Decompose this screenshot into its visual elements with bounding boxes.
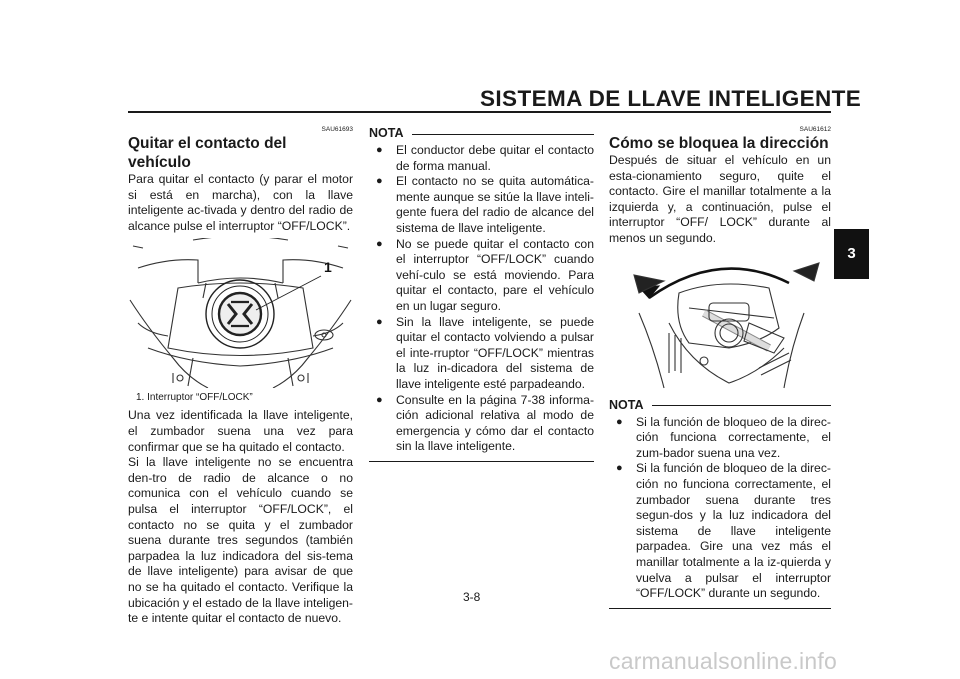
list-item: ● El conductor debe quitar el contacto de forma manual. <box>376 143 594 173</box>
page-header-title: SISTEMA DE LLAVE INTELIGENTE <box>480 86 862 111</box>
nota-label: NOTA <box>609 397 644 412</box>
nota-label: NOTA <box>369 126 404 140</box>
right-column <box>609 125 831 609</box>
nota-end-rule <box>369 461 594 462</box>
middle-column <box>369 125 594 462</box>
nota-heading <box>609 397 831 413</box>
nota-list <box>369 143 594 455</box>
bullet-icon: ● <box>376 175 383 188</box>
nota-rule <box>652 405 832 406</box>
bullet-icon: ● <box>376 393 383 406</box>
ignition-switch-illustration <box>128 238 353 388</box>
bullet-icon: ● <box>376 237 383 250</box>
header-rule <box>128 111 831 113</box>
section-title: Cómo se bloquea la dirección <box>609 135 829 152</box>
watermark-link[interactable]: carmanualsonline.info <box>609 648 837 674</box>
list-item: ● Consulte en la página 7-38 informa-ción adicional relativa al modo de emergencia y cómo dar el contacto sin la llave inteligente. <box>376 392 594 454</box>
bullet-icon: ● <box>376 144 383 156</box>
figure-callout: 1 <box>324 259 332 276</box>
body-paragraph-1: Una vez identificada la llave inteligente, el zumbador suena una vez para confirmar que se ha quitado el contacto. <box>128 408 353 454</box>
figure-caption: 1. Interruptor “OFF/LOCK” <box>136 392 253 404</box>
figure-steering-lock <box>609 253 831 393</box>
body-paragraph-2: Si la llave inteligente no se encuentra den-tro de radio de alcance o no comunica con el vehículo cuando se pulsa el interruptor “OFF/LOCK”, el contacto no se quita y el zumbador suena durante tres segundos (también parpadea la luz indicadora del sis-tema de llave inteligente) para avisar de que no se ha quitado el contacto. Verifique la ubicación y el estado de la llave inteligen-te e intente quitar el contacto de nuevo. <box>128 455 353 626</box>
section-code: SAU61612 <box>799 126 831 133</box>
bullet-icon: ● <box>376 315 383 328</box>
list-item: ● No se puede quitar el contacto con el interruptor “OFF/LOCK” cuando vehí-culo se está moviendo. Para quitar el contacto, pare el vehículo en un lugar seguro. <box>376 236 594 313</box>
intro-paragraph: Después de situar el vehículo en un esta-cionamiento seguro, quite el contacto. Gire el manillar totalmente a la izquierda y, a continuación, pulse el interruptor “OFF/ LOCK” durante al menos un segundo. <box>609 153 831 245</box>
section-code: SAU61693 <box>321 126 353 133</box>
list-item: ● Sin la llave inteligente, se puede quitar el contacto volviendo a pulsar el inte-rruptor “OFF/LOCK” mientras la luz in-dicadora del sistema de llave inteligente esté parpadeando. <box>376 314 594 391</box>
page-number: 3-8 <box>463 590 481 604</box>
nota-list <box>609 415 831 602</box>
figure-ignition-switch <box>128 238 353 404</box>
bullet-icon: ● <box>616 415 623 428</box>
bullet-icon: ● <box>616 462 623 475</box>
nota-end-rule <box>609 608 831 609</box>
list-item: ● El contacto no se quita automática-mente aunque se sitúe la llave inteli-gente fuera del radio de alcance del sistema de llave inteligente. <box>376 174 594 235</box>
handlebar-illustration <box>609 253 831 393</box>
nota-heading <box>369 125 594 141</box>
list-item: ● Si la función de bloqueo de la direc-ción funciona correctamente, el zum-bador suena una vez. <box>616 414 831 460</box>
left-column <box>128 125 353 627</box>
section-title: Quitar el contacto del vehículo <box>128 135 287 171</box>
nota-rule <box>412 134 595 135</box>
intro-paragraph: Para quitar el contacto (y parar el motor si está en marcha), con la llave inteligente ac-tivada y dentro del radio de alcance pulse el interruptor “OFF/LOCK”. <box>128 172 353 233</box>
list-item: ● Si la función de bloqueo de la direc-ción no funciona correctamente, el zumbador suena durante tres segun-dos y la luz indicadora del sistema de llave inteligente parpadea. Gire una vez más el manillar totalmente a la iz-quierda y vuelva a pulsar el interruptor “OFF/LOCK” durante un segundo. <box>616 461 831 601</box>
chapter-tab: 3 <box>834 229 869 279</box>
